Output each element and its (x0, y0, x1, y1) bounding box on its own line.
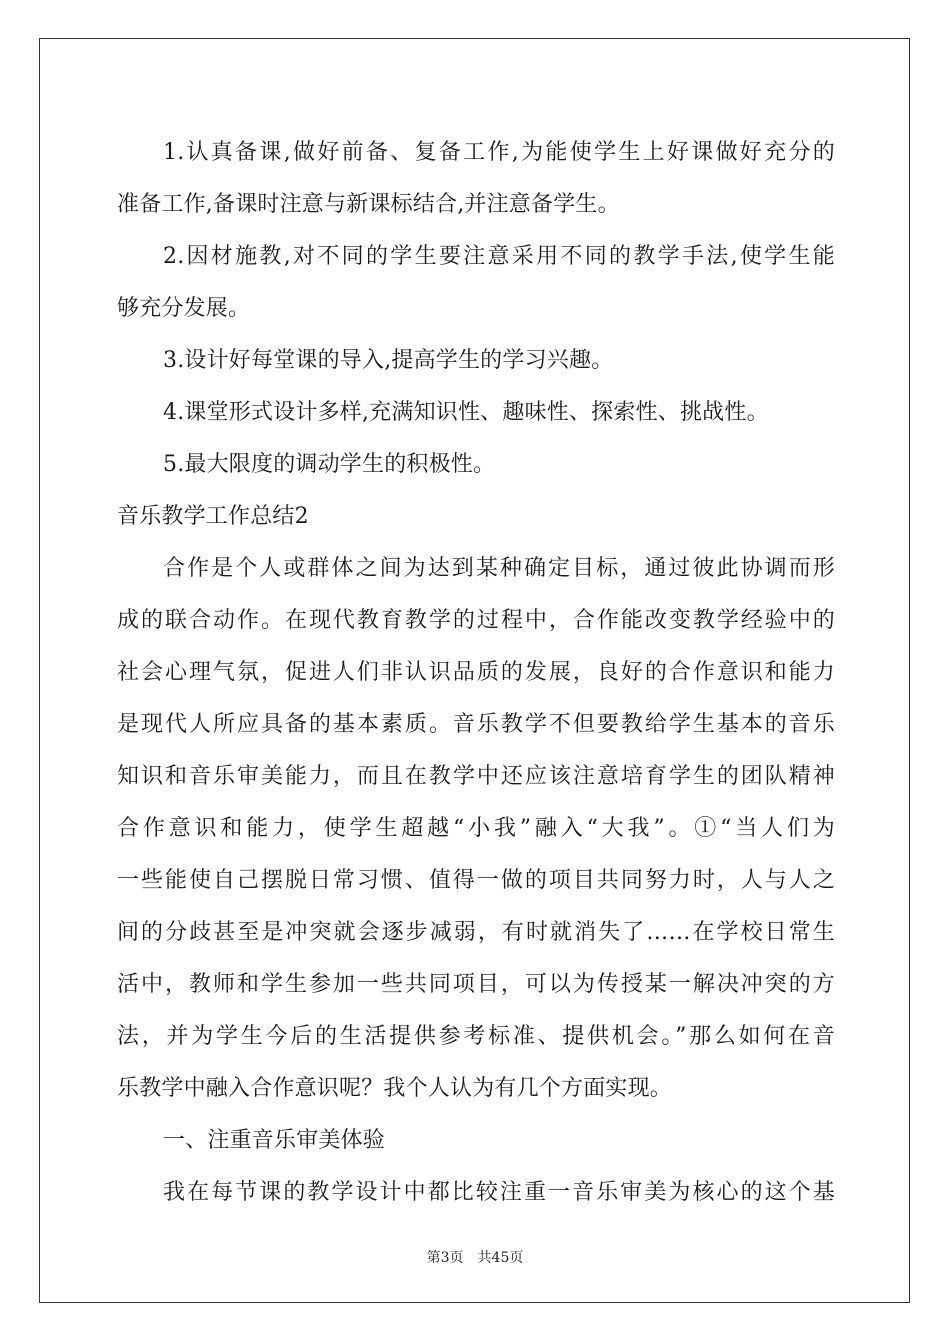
text-line: 知识和音乐审美能力，而且在教学中还应该注意培育学生的团队精神 (117, 764, 835, 789)
text-line: 合作是个人或群体之间为达到某种确定目标，通过彼此协调而形 (163, 556, 835, 581)
document-body (117, 127, 835, 1219)
section-heading: 音乐教学工作总结2 (117, 504, 309, 529)
text-line: 活中，教师和学生参加一些共同项目，可以为传授某一解决冲突的方 (117, 972, 835, 997)
text-line: 我在每节课的教学设计中都比较注重一音乐审美为核心的这个基 (163, 1180, 835, 1205)
text-line: 间的分歧甚至是冲突就会逐步减弱，有时就消失了……在学校日常生 (117, 920, 835, 945)
text-line: 法，并为学生今后的生活提供参考标准、提供机会。”那么如何在音 (117, 1024, 835, 1049)
text-line: 社会心理气氛，促进人们非认识品质的发展，良好的合作意识和能力 (117, 660, 835, 685)
page-footer (0, 1247, 950, 1267)
text-line: 是现代人所应具备的基本素质。音乐教学不但要教给学生基本的音乐 (117, 712, 835, 737)
text-line: 乐教学中融入合作意识呢？我个人认为有几个方面实现。 (117, 1076, 673, 1101)
text-line: 4.课堂形式设计多样,充满知识性、趣味性、探索性、挑战性。 (163, 400, 769, 425)
text-line: 一些能使自己摆脱日常习惯、值得一做的项目共同努力时，人与人之 (117, 868, 835, 893)
text-line: 合作意识和能力，使学生超越“小我”融入“大我”。①“当人们为 (117, 816, 835, 841)
text-line: 2.因材施教,对不同的学生要注意采用不同的教学手法,使学生能 (163, 244, 835, 269)
text-line: 够充分发展。 (117, 296, 251, 321)
page-total: 共45页 (477, 1250, 524, 1266)
page-number: 第3页 (426, 1250, 464, 1266)
text-line: 3.设计好每堂课的导入,提高学生的学习兴趣。 (163, 348, 614, 373)
text-line: 成的联合动作。在现代教育教学的过程中，合作能改变教学经验中的 (117, 608, 835, 633)
text-line: 准备工作,备课时注意与新课标结合,并注意备学生。 (117, 192, 620, 217)
subsection-heading: 一、注重音乐审美体验 (163, 1128, 386, 1153)
text-line: 1.认真备课,做好前备、复备工作,为能使学生上好课做好充分的 (163, 140, 835, 165)
text-line: 5.最大限度的调动学生的积极性。 (163, 452, 496, 477)
